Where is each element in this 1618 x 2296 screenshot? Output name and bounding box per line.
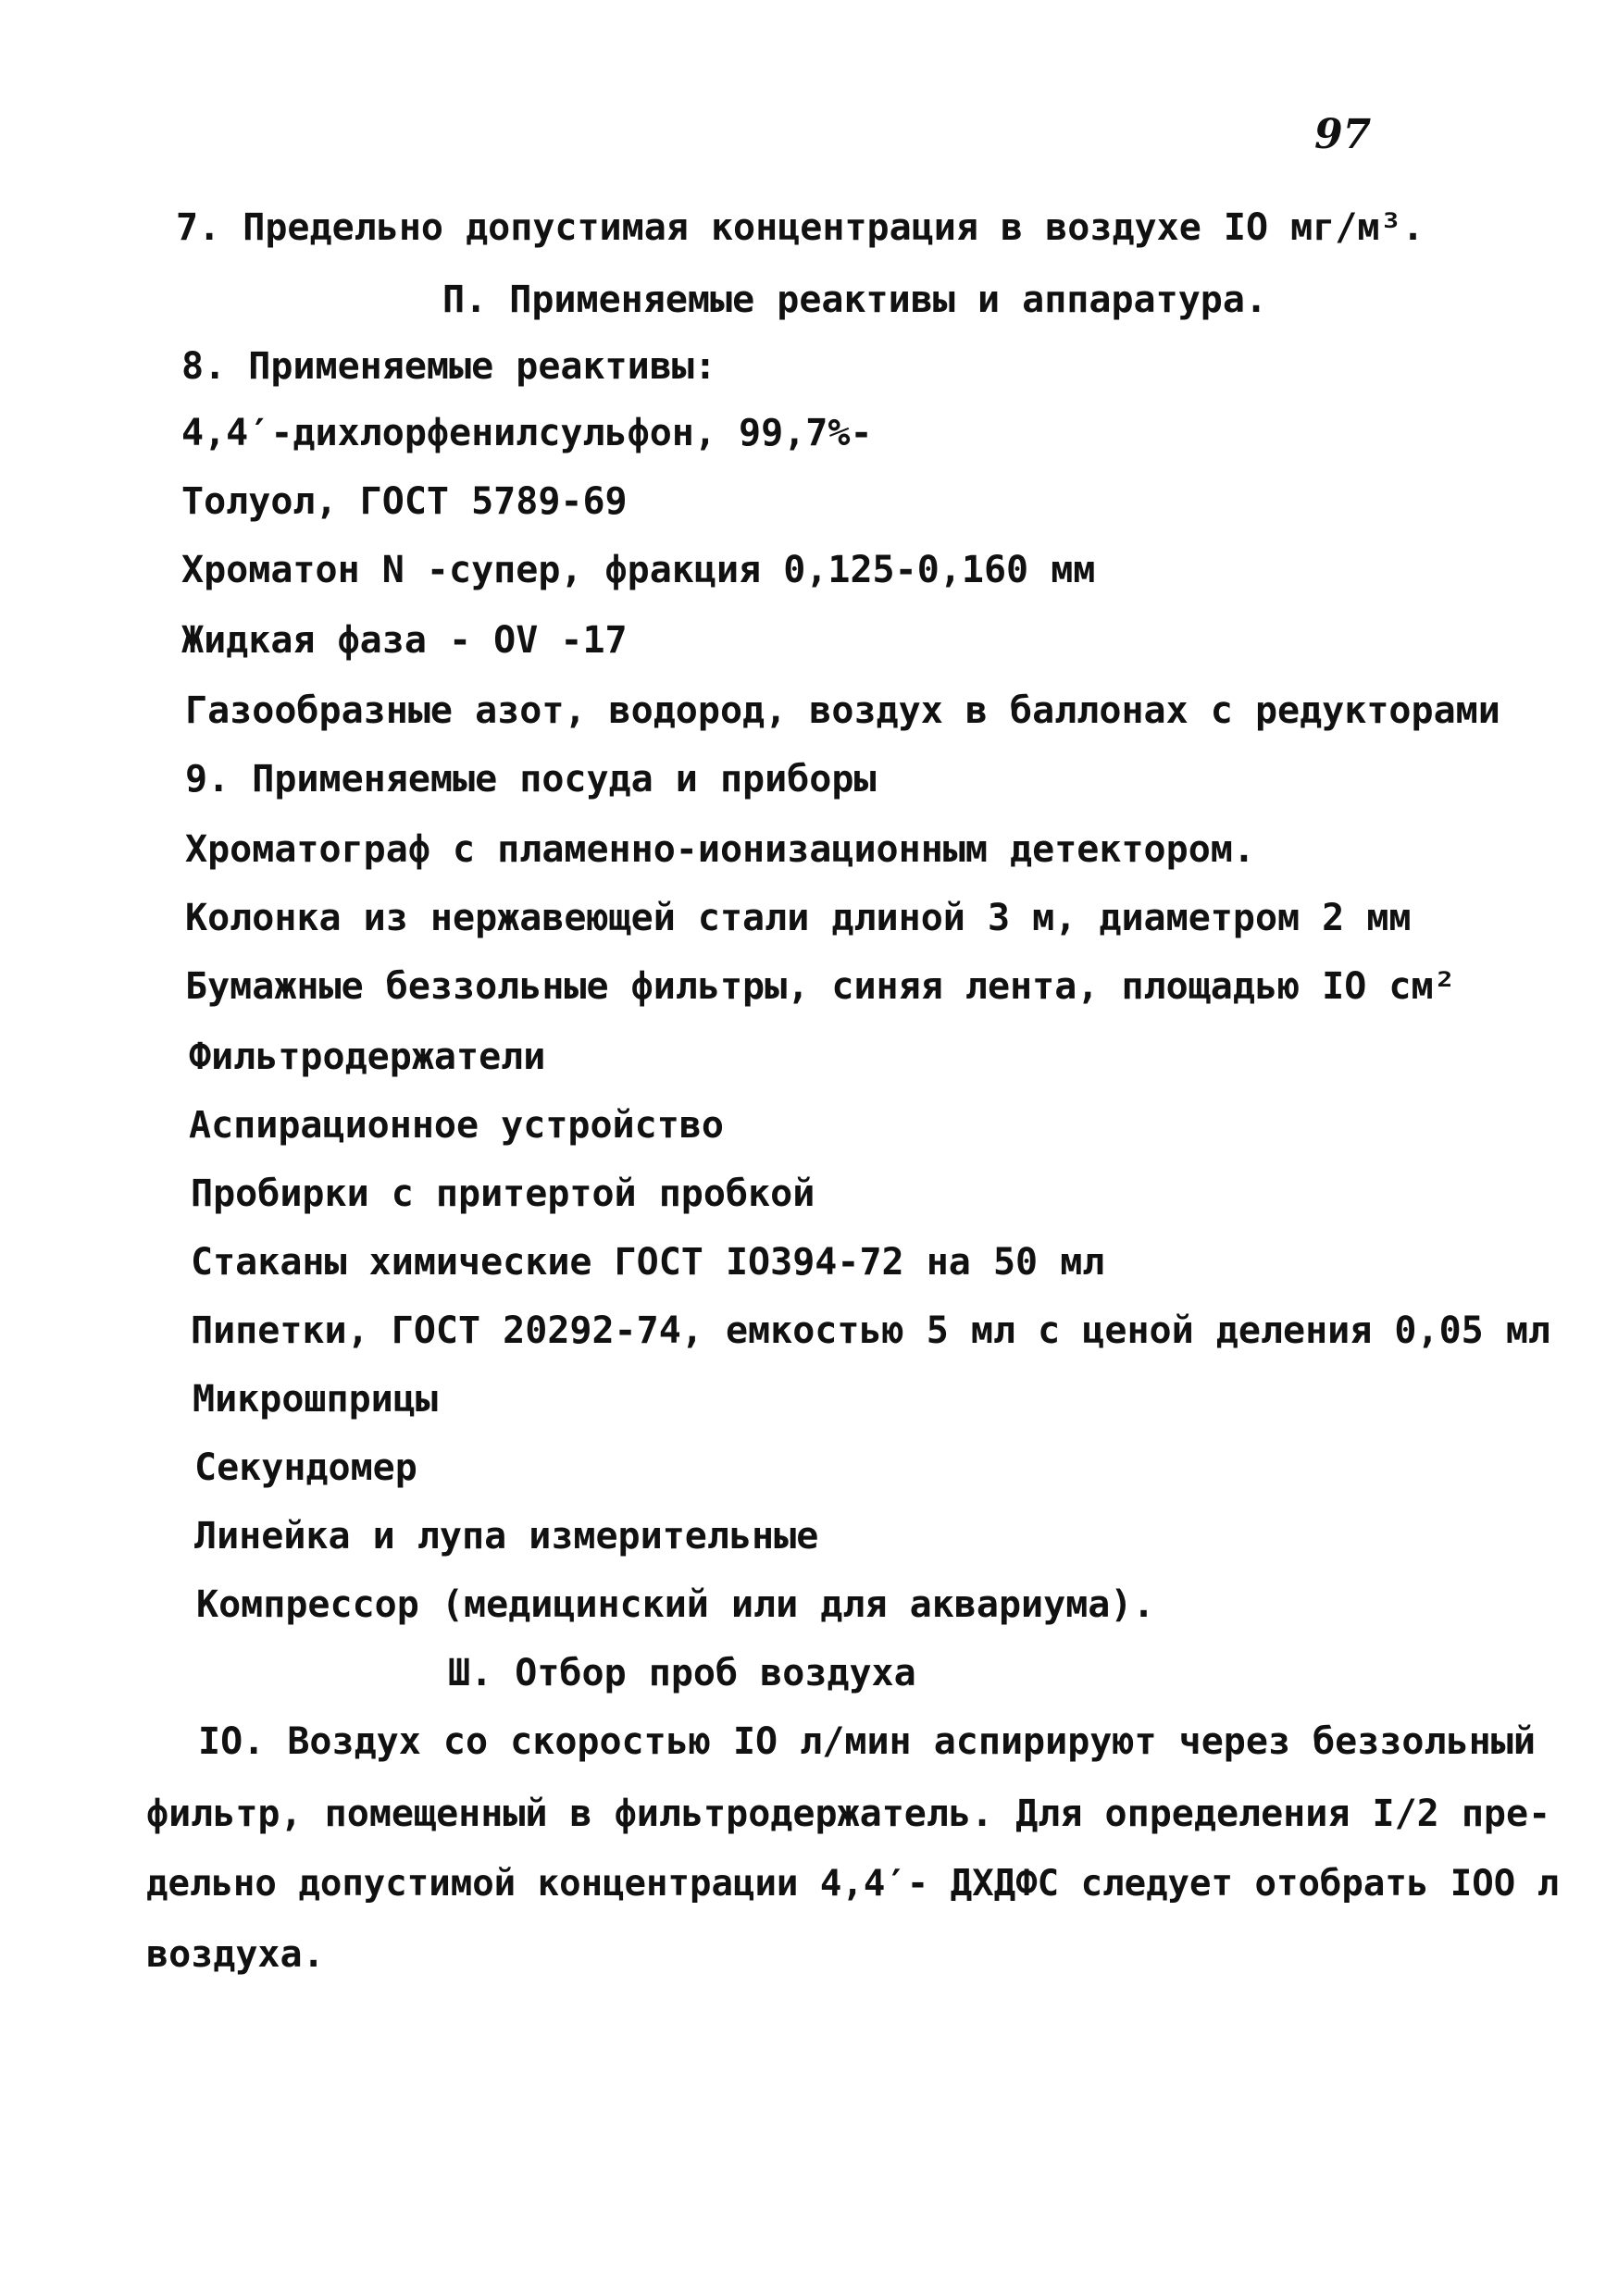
item-8-reagents-heading: 8. Применяемые реактивы: — [181, 345, 716, 388]
equipment-line-5: Аспирационное устройство — [189, 1104, 724, 1147]
paragraph-10-line-2: фильтр, помещенный в фильтродержатель. Для определения I/2 пре- — [146, 1793, 1551, 1835]
equipment-line-11: Линейка и лупа измерительные — [194, 1515, 819, 1558]
reagent-line-3: Хроматон N -супер, фракция 0,125-0,160 мм — [181, 549, 1096, 591]
equipment-line-7: Стаканы химические ГОСТ IO394-72 на 50 мл — [191, 1241, 1105, 1284]
section-2-heading: П. Применяемые реактивы и аппаратура. — [442, 279, 1268, 321]
equipment-line-10: Секундомер — [194, 1446, 417, 1489]
equipment-line-9: Микрошприцы — [193, 1378, 438, 1421]
equipment-line-3: Бумажные беззольные фильтры, синяя лента, площадью IO см² — [185, 965, 1456, 1008]
reagent-line-1: 4,4′-дихлорфенилсульфон, 99,7%- — [181, 412, 873, 454]
section-3-heading: Ш. Отбор проб воздуха — [448, 1652, 916, 1694]
paragraph-10-line-4: воздуха. — [146, 1933, 325, 1976]
paragraph-10-line-1: IO. Воздух со скоростью IO л/мин аспирируют через беззольный — [198, 1720, 1536, 1763]
equipment-line-4: Фильтродержатели — [189, 1036, 546, 1078]
equipment-line-6: Пробирки с притертой пробкой — [191, 1173, 815, 1215]
reagent-line-2: Толуол, ГОСТ 5789-69 — [181, 480, 628, 523]
reagent-line-4: Жидкая фаза - OV -17 — [181, 619, 628, 662]
equipment-line-1: Хроматограф с пламенно-ионизационным детектором. — [185, 828, 1255, 871]
equipment-line-8: Пипетки, ГОСТ 20292-74, емкостью 5 мл с ценой деления 0,05 мл — [191, 1309, 1551, 1352]
reagent-line-5: Газообразные азот, водород, воздух в баллонах с редукторами — [185, 689, 1500, 732]
page-number: 97 — [1314, 111, 1372, 158]
equipment-line-12: Компрессор (медицинский или для аквариума). — [196, 1583, 1155, 1626]
item-7-concentration: 7. Предельно допустимая концентрация в воздухе IO мг/м³. — [176, 206, 1425, 249]
equipment-line-2: Колонка из нержавеющей стали длиной 3 м, диаметром 2 мм — [185, 897, 1412, 939]
item-9-equipment-heading: 9. Применяемые посуда и приборы — [185, 758, 877, 800]
paragraph-10-line-3: дельно допустимой концентрации 4,4′- ДХДФС следует отобрать IOO л — [146, 1863, 1560, 1905]
